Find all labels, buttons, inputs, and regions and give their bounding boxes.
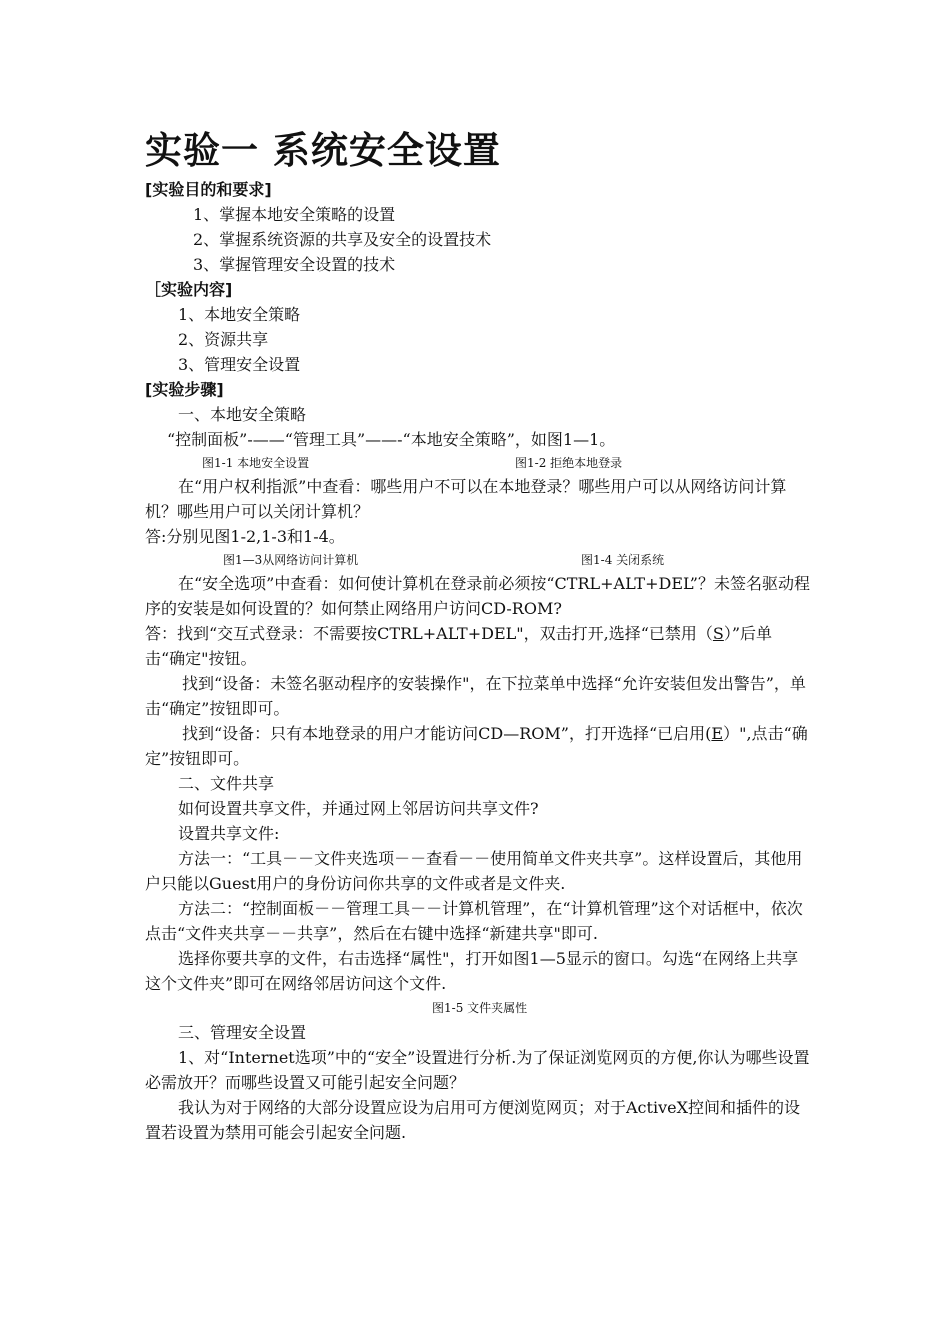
figure-caption: 图1-4 关闭系统 — [581, 553, 665, 567]
paragraph: 我认为对于网络的大部分设置应设为启用可方便浏览网页；对于ActiveX控间和插件的设置若设置为禁用可能会引起安全问题. — [145, 1098, 800, 1142]
answer-line: 答:分别见图1-2,1-3和1-4。 — [145, 527, 345, 546]
paragraph: 方法一：“工具－－文件夹选项－－查看－－使用简单文件夹共享”。这样设置后，其他用户只能以Guest用户的身份访问你共享的文件或者是文件夹. — [145, 849, 803, 893]
objective-item: 1、掌握本地安全策略的设置 — [193, 205, 396, 224]
content-item: 3、管理安全设置 — [178, 355, 301, 374]
paragraph-text: 找到“设备：只有本地登录的用户才能访问CD—ROM”，打开选择“已启用( — [182, 724, 712, 743]
paragraph: 设置共享文件: — [178, 824, 280, 843]
figure-caption: 图1-2 拒绝本地登录 — [515, 456, 623, 470]
paragraph: 如何设置共享文件，并通过网上邻居访问共享文件? — [178, 799, 539, 818]
paragraph-text: ）",点击“确定”按钮即可。 — [145, 724, 808, 768]
content-item: 2、资源共享 — [178, 330, 269, 349]
document-page — [145, 125, 810, 1145]
answer-text: 答：找到“交互式登录：不需要按CTRL+ALT+DEL"，双击打开,选择“已禁用（ — [145, 624, 713, 643]
instruction-path: “控制面板”-——“管理工具”——-“本地安全策略”，如图1—1。 — [167, 430, 616, 449]
subsection-heading: 一、本地安全策略 — [178, 405, 307, 424]
objective-item: 2、掌握系统资源的共享及安全的设置技术 — [193, 230, 492, 249]
subsection-heading: 二、文件共享 — [178, 774, 275, 793]
page-title: 实验一 系统安全设置 — [145, 129, 501, 172]
section-heading-objectives: [实验目的和要求] — [145, 180, 272, 199]
figure-caption-row — [145, 549, 810, 571]
figure-caption: 图1—3从网络访问计算机 — [223, 553, 359, 567]
subsection-heading: 三、管理安全设置 — [178, 1023, 307, 1042]
section-heading-contents: ［实验内容] — [145, 280, 233, 299]
figure-caption: 图1-5 文件夹属性 — [432, 1001, 528, 1015]
content-item: 1、本地安全策略 — [178, 305, 301, 324]
section-heading-steps: [实验步骤] — [145, 380, 224, 399]
answer-paragraph — [145, 621, 810, 671]
figure-caption-row — [145, 452, 810, 474]
paragraph: 1、对“Internet选项”中的“安全”设置进行分析.为了保证浏览网页的方便,你认为哪些设置必需放开？而哪些设置又可能引起安全问题？ — [145, 1048, 810, 1092]
shortcut-key: E — [711, 724, 724, 743]
paragraph: 找到“设备：未签名驱动程序的安装操作"，在下拉菜单中选择“允许安装但发出警告”，单击“确定”按钮即可。 — [145, 674, 806, 718]
shortcut-key: S — [712, 624, 724, 643]
paragraph — [145, 721, 810, 771]
objective-item: 3、掌握管理安全设置的技术 — [193, 255, 396, 274]
paragraph: 在“安全选项”中查看：如何使计算机在登录前必须按“CTRL+ALT+DEL”？未签名驱动程序的安装是如何设置的？如何禁止网络用户访问CD-ROM? — [145, 574, 810, 618]
figure-caption: 图1-1 本地安全设置 — [202, 456, 310, 470]
paragraph: 在“用户权利指派”中查看：哪些用户不可以在本地登录？哪些用户可以从网络访问计算机？哪些用户可以关闭计算机？ — [145, 477, 787, 521]
paragraph: 选择你要共享的文件，右击选择“属性"，打开如图1—5显示的窗口。勾选“在网络上共享这个文件夹”即可在网络邻居访问这个文件. — [145, 949, 799, 993]
answer-text: ）”后单击“确定"按钮。 — [145, 624, 773, 668]
paragraph: 方法二：“控制面板－－管理工具－－计算机管理”，在“计算机管理”这个对话框中，依次点击“文件夹共享－－共享”，然后在右键中选择“新建共享"即可. — [145, 899, 803, 943]
